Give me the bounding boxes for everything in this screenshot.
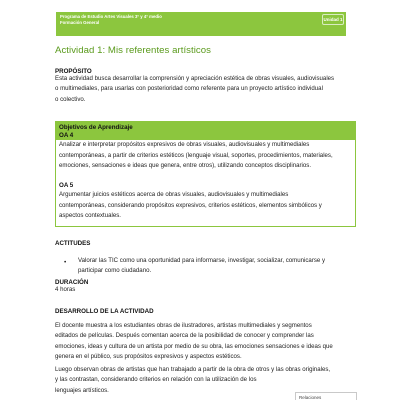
text-line: Analizar e interpretar propósitos expresivos de obras visuales, audiovisuales y multimediales [59, 141, 310, 148]
header-text [60, 14, 162, 26]
oa4-label: OA 4 [59, 132, 74, 139]
header-subtitle: Formación General [60, 20, 100, 25]
text-line: El docente muestra a los estudiantes obras de ilustradores, artistas multimediales y segmentos [55, 322, 312, 329]
text-line: Valorar las TIC como una oportunidad para informarse, investigar, socializar, comunicarse y [78, 257, 326, 264]
text-line: contemporáneas, a partir de criterios estéticos (lenguaje visual, soportes, procedimientos, materiales, [59, 151, 333, 159]
desarrollo-para-1 [55, 321, 355, 363]
text-line: emociones, ideas y cultura de un artista por medio de su obra, las emociones sensaciones e ideas que [55, 342, 333, 350]
relaciones-label: Relaciones [299, 394, 322, 400]
text-line: genera en el público, sus propósitos expresivos y aspectos estéticos. [55, 353, 242, 361]
text-line: participar como ciudadano. [78, 267, 152, 275]
text-line: o colectivo. [55, 95, 86, 103]
objetivos-heading: Objetivos de Aprendizaje [59, 124, 133, 131]
text-line: lenguajes artísticos. [55, 386, 109, 394]
text-line: Esta actividad busca desarrollar la comprensión y apreciación estética de obras visuales, audiovisuales [55, 75, 335, 82]
text-line: Luego observan obras de artistas que han trabajado a partir de la obra de otros y las obras originales, [55, 366, 331, 373]
actitudes-heading: ACTITUDES [55, 240, 91, 247]
text-line: editados de películas. Después comentan acerca de la posibilidad de conocer y comprender las [55, 332, 314, 340]
text-line: y las contrastan, considerando criterios en relación con la utilización de los [55, 376, 257, 384]
text-line: contemporáneas, considerando propósitos expresivos, criterios estéticos, elementos simbólicos y [59, 201, 322, 209]
text-line: 4 horas [55, 286, 76, 293]
duracion-value [55, 285, 355, 295]
actitudes-text [78, 256, 348, 277]
relaciones-box [295, 392, 357, 400]
oa5-label: OA 5 [59, 182, 74, 189]
bullet-icon: • [64, 259, 67, 266]
unit-badge: Unidad 1 [322, 14, 344, 25]
oa5-text [59, 190, 353, 222]
text-line: emociones, sensaciones e ideas que genera, entre otros), utilizando conceptos disciplinarios. [59, 162, 312, 170]
text-line: aspectos contextuales. [59, 212, 121, 220]
objetivos-box [55, 121, 356, 227]
activity-title: Actividad 1: Mis referentes artísticos [55, 45, 211, 56]
text-line: Argumentar juicios estéticos acerca de obras visuales, audiovisuales y multimediales [59, 191, 289, 198]
oa4-text [59, 140, 353, 172]
text-line: o multimediales, para usarlas con posterioridad como referente para un proyecto artístico individual [55, 85, 323, 93]
duracion-heading: DURACIÓN [55, 279, 89, 286]
proposito-heading: PROPÓSITO [55, 68, 92, 75]
proposito-text [55, 74, 355, 105]
desarrollo-heading: DESARROLLO DE LA ACTIVIDAD [55, 308, 154, 315]
header-program-title: Programa de Estudio Artes Visuales 3° y 4° medio [60, 14, 162, 19]
